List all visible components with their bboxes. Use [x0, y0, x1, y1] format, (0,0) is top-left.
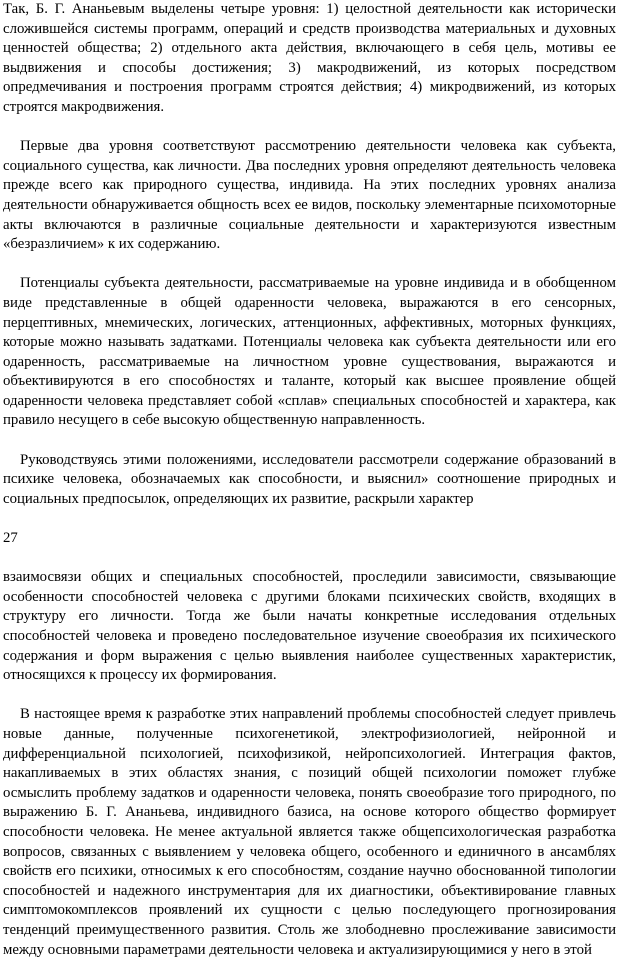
paragraph-first-two-levels: Первые два уровня соответствуют рассмотрению деятельности человека как субъекта, социального существа, как личности. Два последних уровня определяют деятельность человека прежде всего как природного существа, индивида. На этих последних уровнях анализа деятельности обнаруживается общность всех ее видов, поскольку элементарные психомоторные акты включаются в различные социальные деятельности и характеризуются известным «безразличием» к их содержанию.	[3, 138, 616, 253]
paragraph-researchers-guided: Руководствуясь этими положениями, исследователи рассмотрели содержание образований в психике человека, обозначаемых как способности, и выяснил» соотношение природных и социальных предпосылок, определяющих их развитие, раскрыли характер	[3, 451, 616, 507]
paragraph-current-research: В настоящее время к разработке этих направлений проблемы способностей следует привлечь новые данные, полученные психогенетикой, электрофизиологией, нейронной и дифференциальной психологией, психофизикой, нейропсихологией. Интеграция фактов, накапливаемых в этих областях знания, с позиций общей психологии поможет глубже осмыслить проблему задатков и одаренности человека, понять своеобразие того природного, по выражению Б. Г. Ананьева, индивидного базиса, на основе которого общество формирует способности человека. Не менее актуальной является также общепсихологическая разработка вопросов, связанных с выявлением у человека общего, особенного и единичного в ансамблях свойств его психики, относимых к его способностям, создание научно обоснованной типологии способностей и надежного инструментария для их диагностики, объективирование главных симптомокомплексов проявлений их сущности с целью последующего прогнозирования тенденций преимущественного развития. Столь же злободневно прослеживание зависимости между основными параметрами деятельности человека и актуализирующимися у него в этой	[3, 706, 616, 958]
paragraph-gap	[3, 118, 616, 138]
paragraph-interconnection: взаимосвязи общих и специальных способностей, проследили зависимости, связывающие особенности способностей человека с другими блоками психических свойств, входящих в структуру его личности. Тогда же были начаты конкретные исследования отдельных способностей человека и проведено последовательное изучение своеобразия их психического содержания и форм выражения с целью выявления наиболее существенных характеристик, относящихся к процессу их формирования.	[3, 569, 616, 684]
paragraph-ananiev-levels: Так, Б. Г. Ананьевым выделены четыре уровня: 1) целостной деятельности как исторически сложившейся системы программ, операций и средств производства материальных и духовных ценностей общества; 2) отдельного акта действия, включающего в себя цель, мотивы ее выдвижения и способы достижения; 3) макродвижений, из которых посредством опредмечивания и построения программ строятся действия; 4) микродвижений, из которых строятся макродвижения.	[3, 1, 616, 115]
paragraph-subject-potentials: Потенциалы субъекта деятельности, рассматриваемые на уровне индивида и в обобщенном виде представленные в общей одаренности человека, выражаются в его сенсорных, перцептивных, мнемических, логических, аттенционных, аффективных, моторных функциях, которые можно называть задатками. Потенциалы человека как субъекта деятельности или его одаренность, рассматриваемые на личностном уровне существования, выражаются и объективируются в его способностях и таланте, который как высшее проявление общей одаренности человека представляет собой «сплав» специальных способностей и характера, как правило несущего в себе высокую общественную направленность.	[3, 275, 616, 429]
paragraph-gap	[3, 549, 616, 569]
paragraph-gap	[3, 509, 616, 529]
page-number: 27	[3, 530, 18, 547]
paragraph-gap	[3, 431, 616, 451]
paragraph-gap	[3, 686, 616, 706]
paragraph-gap	[3, 255, 616, 275]
